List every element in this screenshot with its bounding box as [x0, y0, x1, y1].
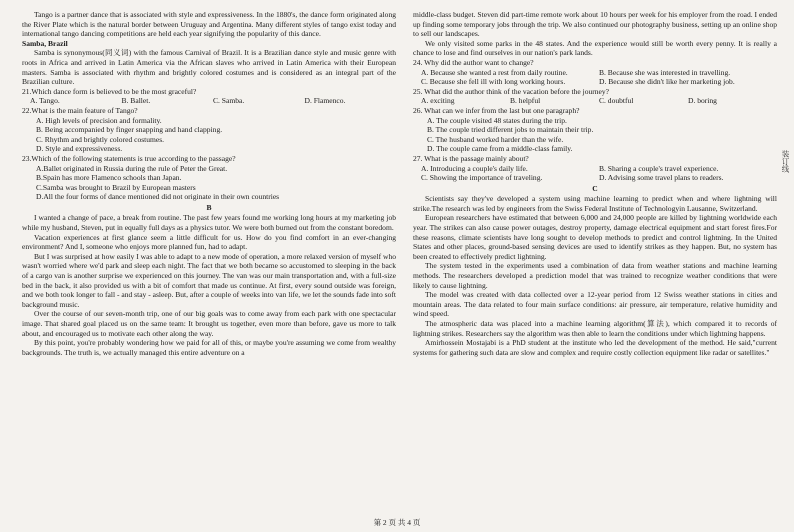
answer-option: D. boring — [688, 96, 717, 106]
answer-option: C. The husband worked harder than the wife. — [427, 134, 564, 144]
samba-heading: Samba, Brazil — [22, 38, 68, 48]
answer-option: B. Being accompanied by finger snapping and hand clapping. — [36, 125, 223, 135]
answer-option: A.Ballet originated in Russia during the rule of Peter the Great. — [36, 163, 228, 173]
answer-option: D. Because she didn't like her marketing job. — [599, 77, 735, 87]
answer-option: C.Samba was brought to Brazil by European masters — [36, 182, 196, 192]
answer-option: C. doubtful — [599, 96, 634, 106]
paragraph: Over the course of our seven-month trip, one of our big goals was to come away from each park with one spectacular image. That shared goal placed us on the same team: It brought us together, even more than before, gave us more to talk about, and encouraged us to motivate each other along the way. — [22, 309, 396, 338]
answer-options — [413, 77, 777, 87]
paragraph: I wanted a change of pace, a break from routine. The past few years found me working long hours at my marketing job while my husband, Steven, put in equally full days as a physics tutor. We were both burned out from the constant boredom. — [22, 213, 396, 233]
answer-option: A. Because she wanted a rest from daily routine. — [421, 67, 568, 77]
answer-option: B. helpful — [510, 96, 541, 106]
paragraph: But I was surprised at how easily I was able to adapt to a new mode of operation, a more relaxed version of myself who wasn't worried where we'd park and sleep each night. The fact that we both became so accustomed to sleeping in the back of a cargo van is another surprise we experienced on this journey. The van was our main transportation and, with a full-size bed in the back, it also provided us with a bit of comfort that made us continue. At first, every sound outside was foreign, and we both took longer to fall - and stay - asleep. But, after a couple of weeks into van life, we let the sounds fade into soft background music. — [22, 251, 396, 309]
passage-b — [22, 213, 396, 357]
passage-c — [413, 194, 777, 357]
paragraph: The system tested in the experiments used a combination of data from weather stations and machine learning methods. The researchers developed a prediction model that was trained to recognize weather conditions that were likely to cause lightning. — [413, 261, 777, 290]
question-stem: 24. Why did the author want to change? — [413, 57, 534, 67]
answer-option: A. High levels of precision and formality. — [36, 115, 162, 125]
question-stem: 26. What can we infer from the last but one paragraph? — [413, 105, 580, 115]
answer-option: D.All the four forms of dance mentioned did not originate in their own countries — [36, 192, 280, 202]
right-column — [413, 10, 777, 357]
questions-21-23 — [22, 87, 396, 202]
answer-option: D. The couple came from a middle-class family. — [427, 144, 573, 154]
paragraph: By this point, you're probably wondering how we paid for all of this, or maybe you're assuming we come from wealthy backgrounds. The truth is, we actually managed this entire adventure on a — [22, 338, 396, 357]
answer-options — [413, 96, 777, 106]
answer-option: A. Introducing a couple's daily life. — [421, 163, 528, 173]
question-stem: 22.What is the main feature of Tango? — [22, 105, 138, 115]
answer-option: C. Samba. — [213, 96, 245, 106]
answer-option: B. Sharing a couple's travel experience. — [599, 163, 719, 173]
answer-option: B. The couple tried different jobs to maintain their trip. — [427, 125, 594, 135]
answer-option: A. The couple visited 48 states during the trip. — [427, 115, 567, 125]
answer-option: D. Flamenco. — [304, 96, 346, 106]
question-stem: 21.Which dance form is believed to be the most graceful? — [22, 86, 197, 96]
answer-option: C. Showing the importance of traveling. — [421, 173, 543, 183]
section-label-b: B — [206, 202, 212, 212]
passage-a-intro: Tango is a partner dance that is associated with style and expressiveness. In the 1880's, the dance form originated along the River Plate which is the natural border between Uruguay and Argentina. Many different styles of tango exist today and international tango dancing competitions are held each year signifying the popularity of this dance. — [22, 10, 396, 39]
questions-24-27 — [413, 58, 777, 183]
answer-option: C. Because she fell ill with long working hours. — [421, 77, 566, 87]
answer-option: A. exciting — [421, 96, 455, 106]
answer-options — [413, 68, 777, 78]
question-stem: 23.Which of the following statements is true according to the passage? — [22, 153, 236, 163]
answer-option: D. Style and expressiveness. — [36, 144, 123, 154]
binding-margin-mark: 装订线 — [781, 150, 790, 173]
paragraph: European researchers have estimated that between 6,000 and 24,000 people are killed by lightning worldwide each year. The strikes can also cause power outages, destroy property, damage electrical equipment and start forest fires.For these reasons, climate scientists have long sought to develop methods to predict and control lightning. In the United States and other places, ground-based sensing devices are used to identify strikes as they happen. But, no system has been created to effectively predict lightning. — [413, 213, 777, 261]
answer-options — [22, 96, 396, 106]
question-stem: 25. What did the author think of the vacation before the journey? — [413, 86, 610, 96]
section-label-c: C — [592, 183, 598, 193]
left-column — [22, 10, 396, 357]
passage-a-samba: Samba is synonymous(同义词) with the famous Carnival of Brazil. It is a Brazilian dance style and music genre with roots in Africa and arrived in Latin America via the African slaves who arrived in Latin America with their European masters. Samba is associated with rhythm and brightly colored costumes and is considered as an integral part of the Brazilian culture. — [22, 48, 396, 87]
answer-option: B. Because she was interested in travelling. — [599, 67, 731, 77]
answer-option: A. Tango. — [30, 96, 60, 106]
answer-option: B. Ballet. — [121, 96, 151, 106]
paragraph: Amirhossein Mostajabi is a PhD student at the institute who led the development of the method. He said,"current systems for gathering such data are slow and complex and require costly collection equipment like radar or satellites." — [413, 338, 777, 357]
answer-options — [413, 173, 777, 183]
paragraph: Scientists say they've developed a system using machine learning to predict when and where lightning will strike.The research was led by engineers from the Swiss Federal Institute of Technologyin Lausanne, Switzerland. — [413, 194, 777, 213]
answer-option: B.Spain has more Flamenco schools than Japan. — [36, 173, 182, 183]
page-footer: 第 2 页 共 4 页 — [373, 518, 421, 527]
passage-b-closing: We only visited some parks in the 48 states. And the experience would still be worth every penny. It is really a chance to lose and find ourselves in our nation's park lands. — [413, 38, 777, 58]
paragraph: The atmospheric data was placed into a machine learning algorithm(算法), which compared it to records of lightning strikes. Researchers say the algorithm was then able to learn the conditions under which lightning happens. — [413, 319, 777, 338]
question-stem: 27. What is the passage mainly about? — [413, 153, 529, 163]
paragraph: The model was created with data collected over a 12-year period from 12 Swiss weather stations in cities and mountain areas. The data related to four main surface conditions: air pressure, air temperature, relative humidity and wind speed. — [413, 290, 777, 319]
answer-options — [413, 164, 777, 174]
paragraph: Vacation experiences at first glance seem a little difficult for us. How do you find comfort in an ever-changing environment? And I, someone who enjoys more planned fun, had to adapt. — [22, 232, 396, 252]
answer-option: C. Rhythm and brightly colored costumes. — [36, 134, 165, 144]
passage-b-continuation: middle-class budget. Steven did part-time remote work about 10 hours per week for his employer from the road. I ended up finding some temporary jobs through the trip. We also continued our photography business, setting up an online shop to sell our landscapes. — [413, 10, 777, 39]
answer-option: D. Advising some travel plans to readers. — [599, 173, 724, 183]
